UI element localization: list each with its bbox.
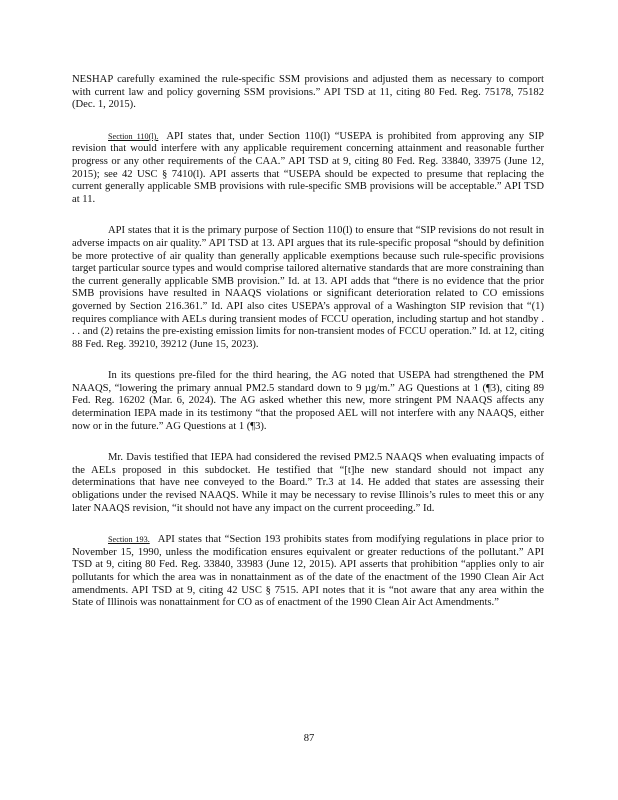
- paragraph-api-purpose: [72, 225, 544, 351]
- paragraph-section-110l: [72, 131, 544, 207]
- paragraph-text: API states that, under Section 110(l) “USEPA is prohibited from approving any SIP revision that would interfere with any applicable requirement concerning attainment and reasonable further progress or any other requirements of the CAA.” API TSD at 9, citing 80 Fed. Reg. 33840, 33975 (June 12, 2015); see 42 USC § 7410(l). API asserts that “USEPA should be expected to presume that replacing the current generally applicable SMB provisions with rule-specific SMB provisions will be acceptable.” API TSD at 11.: [72, 130, 545, 205]
- section-heading: Section 110(l).: [108, 131, 159, 141]
- paragraph-text: In its questions pre-filed for the third hearing, the AG noted that USEPA had strengthened the PM NAAQS, “lowering the primary annual PM2.5 standard down to 9 µg/m.” AG Questions at 1 (¶3), citing 89 Fed. Reg. 16202 (Mar. 6, 2024). The AG asked whether this new, more stringent PM NAAQS affects any determination IEPA made in its testimony “that the proposed AEL will not interfere with any NAAQS, either now or in the future.” AG Questions at 1 (¶3).: [72, 370, 544, 432]
- page-body: [72, 74, 544, 629]
- paragraph-ag-questions: [72, 370, 544, 433]
- paragraph-davis-testimony: [72, 452, 544, 515]
- section-heading: Section 193.: [108, 535, 150, 545]
- paragraph-text: NESHAP carefully examined the rule-specific SSM provisions and adjusted them as necessary to comport with current law and policy governing SSM provisions.” API TSD at 11, citing 80 Fed. Reg. 75178, 75182 (Dec. 1, 2015).: [72, 74, 544, 111]
- paragraph-text: API states that “Section 193 prohibits states from modifying regulations in place prior to November 15, 1990, unless the modification ensures equivalent or greater reductions of the pollutant.” API TSD at 9, citing 80 Fed. Reg. 33840, 33983 (June 12, 2015). API asserts that prohibition “applies only to air pollutants for which the area was in nonattainment as of the date of the enactment of the 1990 Clean Air Act amendments. API TSD at 9, citing 42 USC § 7515. API notes that it is “not aware that any area within the State of Illinois was nonattainment for CO as of enactment of the 1990 Clean Air Act Amendments.”: [72, 534, 544, 609]
- paragraph-text: API states that it is the primary purpose of Section 110(l) to ensure that “SIP revisions do not result in adverse impacts on air quality.” API TSD at 13. API argues that its rule-specific proposal “should by definition be more protective of air quality than generally applicable exemptions because such rule-specific provisions target particular source types and would comprise tailored alternative standards that are more constraining than the current generally applicable SMB provision.” Id. at 13. API adds that “there is no evidence that the prior SMB provisions have resulted in NAAQS violations or significant deterioration related to CO emissions governed by Section 216.361.” Id. API also cites USEPA’s approval of a Washington SIP revision that “(1) requires compliance with AELs during transient modes of FCCU operation, including startup and hot standby . . . and (2) retains the pre-existing emission limits for non-transient modes of FCCU operation.” Id. at 12, citing 88 Fed. Reg. 39210, 39212 (June 15, 2023).: [72, 225, 544, 350]
- paragraph-text: Mr. Davis testified that IEPA had considered the revised PM2.5 NAAQS when evaluating impacts of the AELs proposed in this subdocket. He testified that “[t]he new standard should not impact any determinations that have nee conveyed to the Board.” Tr.3 at 14. He added that states are assessing their obligations under the revised NAAQS. While it may be necessary to revise Illinois’s rules to meet this or any later NAAQS revision, “it should not have any impact on the current proceeding.” Id.: [72, 452, 544, 514]
- paragraph-neshap-continuation: [72, 74, 544, 112]
- page-number: 87: [303, 733, 315, 744]
- paragraph-section-193: [72, 534, 544, 610]
